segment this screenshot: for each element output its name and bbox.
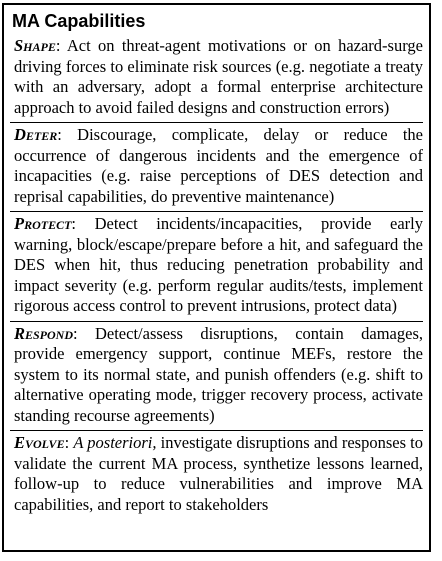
- term-protect: Protect: [14, 214, 72, 233]
- section-evolve: [10, 431, 423, 519]
- capabilities-box: [2, 3, 431, 552]
- section-protect-body: : Detect incidents/incapacities, provide early warning, block/escape/prepare before a hit, and safeguard the DES when hit, thus reducing penetration probability and impact severity (e.g. perform regular audits/tests, implement rigorous access control to prevent intrusions, protect data): [14, 214, 423, 315]
- section-shape: [10, 34, 423, 123]
- section-evolve-lead: A posteriori,: [73, 433, 157, 452]
- term-evolve: Evolve: [14, 433, 65, 452]
- section-evolve-body: investigate disruptions and responses to validate the current MA process, synthetize lessons learned, follow-up to reduce vulnerabilities and improve MA capabilities, and report to stakeholders: [14, 433, 423, 514]
- term-shape: Shape: [14, 36, 56, 55]
- section-deter: [10, 123, 423, 212]
- section-respond: [10, 322, 423, 432]
- section-shape-body: : Act on threat-agent motivations or on hazard-surge driving forces to eliminate risk sources (e.g. negotiate a treaty with an adversary, adopt a formal enterprise architecture approach to avoid failed designs and construction errors): [14, 36, 423, 117]
- section-evolve-sep: :: [64, 433, 74, 452]
- section-deter-body: : Discourage, complicate, delay or reduce the occurrence of dangerous incidents and the emergence of incapacities (e.g. raise perceptions of DES detection and reprisal capabilities, do preventive maintenance): [14, 125, 423, 206]
- section-respond-body: : Detect/assess disruptions, contain damages, provide emergency support, continue MEFs, restore the system to its normal state, and punish offenders (e.g. shift to alternative operating mode, trigger recovery process, activate standing recourse agreements): [14, 323, 423, 425]
- term-respond: Respond: [14, 323, 74, 343]
- section-protect: [10, 212, 423, 322]
- term-deter: Deter: [14, 125, 58, 144]
- box-title: MA Capabilities: [12, 11, 146, 31]
